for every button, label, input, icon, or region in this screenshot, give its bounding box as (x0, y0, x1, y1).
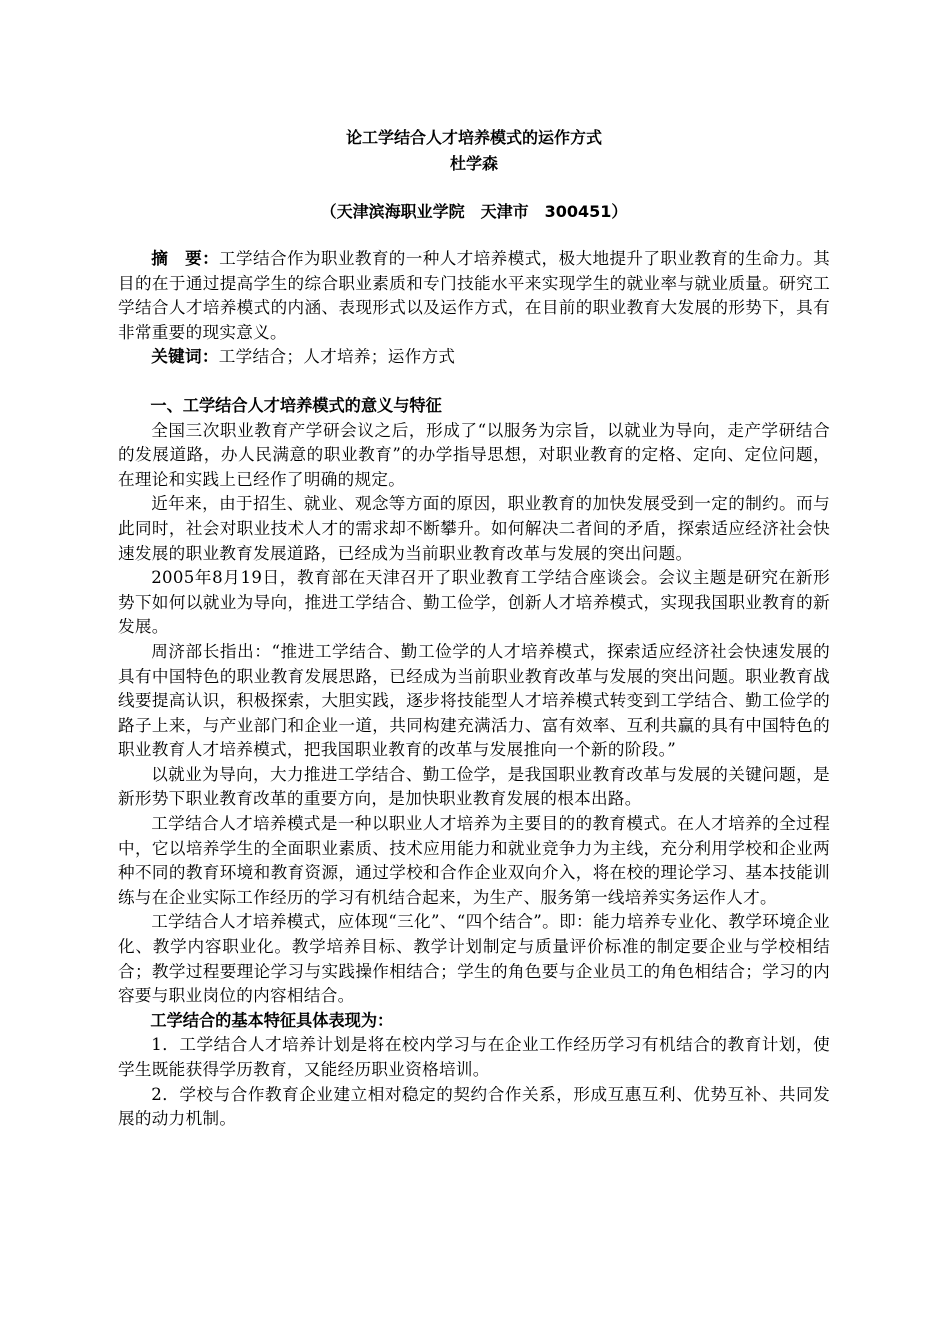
body-paragraph: 以就业为导向，大力推进工学结合、勤工俭学，是我国职业教育改革与发展的关键问题，是新形势下职业教育改革的重要方向，是加快职业教育发展的根本出路。 (118, 764, 830, 809)
abstract-label: 摘 要： (151, 249, 220, 268)
feature-item: 1．工学结合人才培养计划是将在校内学习与在企业工作经历学习有机结合的教育计划，使学生既能获得学历教育，又能经历职业资格培训。 (118, 1035, 830, 1079)
author-name: 杜学森 (449, 154, 498, 173)
body-paragraph: 全国三次职业教育产学研会议之后，形成了“以服务为宗旨，以就业为导向，走产学研结合的发展道路，办人民满意的职业教育”的办学指导思想，对职业教育的定格、定向、定位问题，在理论和实践上已经作了明确的规定。 (118, 420, 830, 489)
sub-heading: 工学结合的基本特征具体表现为： (150, 1010, 394, 1030)
abstract (118, 247, 830, 345)
body-paragraph: 2005年8月19日，教育部在天津召开了职业教育工学结合座谈会。会议主题是研究在新形势下如何以就业为导向，推进工学结合、勤工俭学，创新人才培养模式，实现我国职业教育的新发展。 (118, 568, 830, 637)
body-paragraph: 工学结合人才培养模式，应体现“三化”、“四个结合”。即：能力培养专业化、教学环境企业化、教学内容职业化。教学培养目标、教学计划制定与质量评价标准的制定要企业与学校相结合；教学过程要理论学习与实践操作相结合；学生的角色要与企业员工的角色相结合；学习的内容要与职业岗位的内容相结合。 (118, 912, 830, 1006)
keywords (118, 345, 830, 370)
body-paragraph: 工学结合人才培养模式是一种以职业人才培养为主要目的的教育模式。在人才培养的全过程中，它以培养学生的全面职业素质、技术应用能力和就业竞争力为主线，充分利用学校和企业两种不同的教育环境和教育资源，通过学校和合作企业双向介入，将在校的理论学习、基本技能训练与在企业实际工作经历的学习有机结合起来，为生产、服务第一线培养实务运作人才。 (118, 814, 830, 907)
body-paragraph: 周济部长指出：“推进工学结合、勤工俭学的人才培养模式，探索适应经济社会快速发展的具有中国特色的职业教育发展思路，已经成为当前职业教育改革与发展的突出问题。职业教育战线要提高认识，积极探索，大胆实践，逐步将技能型人才培养模式转变到工学结合、勤工俭学的路子上来，与产业部门和企业一道，共同构建充满活力、富有效率、互利共赢的具有中国特色的职业教育人才培养模式，把我国职业教育的改革与发展推向一个新的阶段。” (118, 641, 830, 760)
body-paragraph: 近年来，由于招生、就业、观念等方面的原因，职业教育的加快发展受到一定的制约。而与此同时，社会对职业技术人才的需求却不断攀升。如何解决二者间的矛盾，探索适应经济社会快速发展的职业教育发展道路，已经成为当前职业教育改革与发展的突出问题。 (118, 494, 830, 563)
author-affiliation: （天津滨海职业学院 天津市 300451） (320, 202, 628, 221)
keywords-label: 关键词： (151, 347, 219, 367)
abstract-text: 工学结合作为职业教育的一种人才培养模式，极大地提升了职业教育的生命力。其目的在于通过提高学生的综合职业素质和专门技能水平来实现学生的就业率与就业质量。研究工学结合人才培养模式的内涵、表现形式以及运作方式，在目前的职业教育大发展的形势下，具有非常重要的现实意义。 (118, 249, 830, 342)
keywords-text: 工学结合；人才培养；运作方式 (218, 347, 456, 367)
document-page (118, 125, 830, 1132)
feature-item: 2．学校与合作教育企业建立相对稳定的契约合作关系，形成互惠互利、优势互补、共同发展的动力机制。 (118, 1084, 830, 1129)
section-heading: 一、工学结合人才培养模式的意义与特征 (150, 395, 442, 415)
paper-title: 论工学结合人才培养模式的运作方式 (345, 128, 602, 147)
